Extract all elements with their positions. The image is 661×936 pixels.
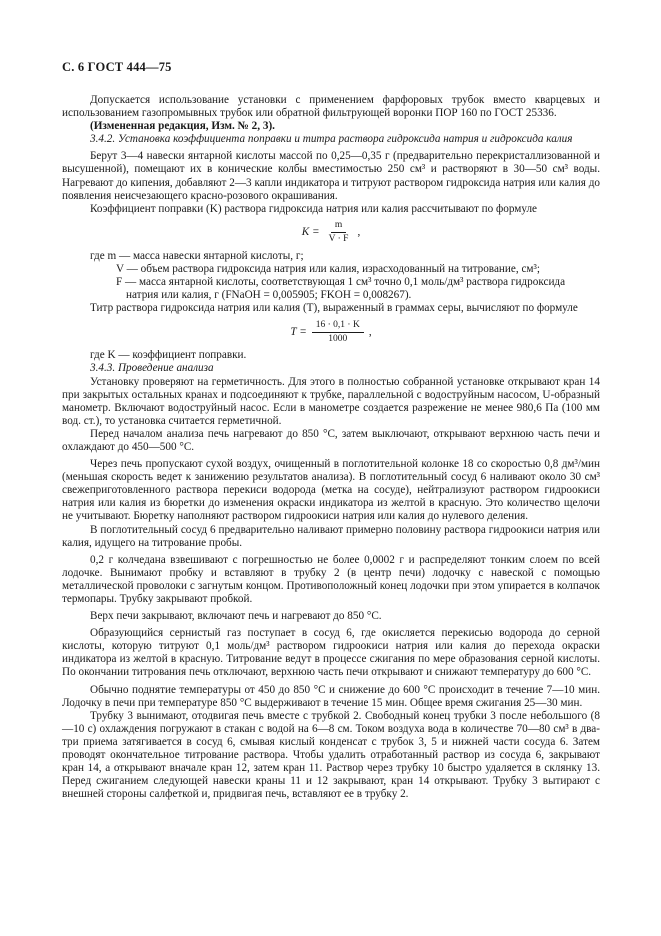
formula-lhs: T = [290, 325, 307, 338]
paragraph: Верх печи закрывают, включают печь и нагревают до 850 °С. [90, 610, 382, 623]
paragraph: Обычно поднятие температуры от 450 до 850 °С и снижение до 600 °С происходит в течение 7—10 мин. Лодочку в печи при температуре 850 °С выдерживают в течение 15 мин. Общее время сжигания 25—30 мин. [62, 683, 600, 709]
formula-denominator: 1000 [328, 333, 348, 344]
formula-comma: , [357, 226, 361, 239]
formula-fraction [312, 320, 364, 345]
formula-lhs: K = [301, 226, 320, 239]
paragraph: 0,2 г колчедана взвешивают с погрешностью не более 0,0002 г и распределяют тонким слоем по всей лодочке. Вынимают пробку и вставляют в трубку 2 (в центр печи) лодочку с навеской с помощью металлической проволоки с загнутым концом. Противоположный конец лодочки при этом упирается в колпачок термопары. Трубку закрывают пробкой. [62, 553, 600, 605]
paragraph: Перед началом анализа печь нагревают до 850 °С, затем выключают, открывают верхнюю часть печи и охлаждают до 450—500 °С. [62, 427, 600, 453]
paragraph: В поглотительный сосуд 6 предварительно наливают примерно половину раствора гидроокиси натрия или калия, идущего на титрование пробы. [62, 523, 600, 549]
page-header: С. 6 ГОСТ 444—75 [62, 60, 172, 74]
formula-denominator: V · F [328, 234, 349, 245]
formula-coefficient [62, 216, 600, 250]
paragraph: Через печь пропускают сухой воздух, очищенный в поглотительной колонке 18 со скоростью 0,8 дм³/мин (меньшая скорость ведет к занижению результатов анализа). В поглотительный сосуд 6 наливают около 30 см³ свежеприготовленного раствора перекиси водорода (метка на сосуде), нейтрализуют раствором гидроокиси натрия или калия из бюретки до изменения окраски индикатора из желтой в красную. Это количество щелочи не учитывают. Бюретку наполняют раствором гидроокиси натрия или калия до нулевого деления. [62, 458, 600, 523]
variable-definition: где m — масса навески янтарной кислоты, г; [90, 249, 304, 262]
formula-numerator: 16 · 0,1 · K [312, 320, 364, 333]
document-body [62, 94, 600, 801]
variable-definition: где K — коэффициент поправки. [90, 349, 247, 362]
paragraph: Допускается использование установки с применением фарфоровых трубок вместо кварцевых и использованием газопромывных трубок или обратной фильтрующей воронки ПОР 160 по ГОСТ 25336. [62, 94, 600, 120]
paragraph: Коэффициент поправки (K) раствора гидроксида натрия или калия рассчитывают по формуле [90, 202, 538, 215]
variable-definition: F — масса янтарной кислоты, соответствующая 1 см³ точно 0,1 моль/дм³ раствора гидроксида [116, 276, 566, 289]
formula-titer [62, 315, 600, 349]
paragraph: Трубку 3 вынимают, отодвигая печь вместе с трубкой 2. Свободный конец трубки 3 после небольшого (8—10 с) охлаждения погружают в стакан с водой на 6—8 см. Током воздуха вода в количестве 70—80 см³ в два-три приема затягивается в сосуд 6, смывая кислый конденсат с трубок 3, 5 и нижней части сосуда 6. Затем проводят окончательное титрование раствора. Чтобы удалить отработанный раствор из сосуда 6, закрывают кран 14, а открывают вначале кран 12, затем кран 11. Раствор через трубку 10 быстро удаляется в склянку 13. Перед сжиганием следующей навески краны 11 и 12 закрывают, кран 14 открывают. Трубку 3 вытирают с внешней стороны салфеткой и, придвигая печь, вставляют ее в трубку 2. [62, 709, 600, 801]
amendment-note: (Измененная редакция, Изм. № 2, 3). [90, 120, 275, 133]
section-heading-3-4-2: 3.4.2. Установка коэффициента поправки и титра раствора гидроксида натрия и гидроксида калия [90, 133, 573, 146]
formula-numerator: m [331, 220, 346, 233]
variable-definition: V — объем раствора гидроксида натрия или калия, израсходованный на титрование, см³; [116, 262, 540, 275]
paragraph: Образующийся сернистый газ поступает в сосуд 6, где окисляется перекисью водорода до серной кислоты, которую титруют 0,1 моль/дм³ раствором гидроокиси натрия или калия до перехода окраски индикатора из желтой в красную. Титрование ведут в процессе сжигания по мере образования серной кислоты. По окончании титрования печь отключают, верхнюю часть печи открывают и снижают температуру до 600 °С. [62, 627, 600, 679]
section-heading-3-4-3: 3.4.3. Проведение анализа [90, 362, 214, 375]
paragraph: Титр раствора гидроксида натрия или калия (T), выраженный в граммах серы, вычисляют по формуле [90, 302, 578, 315]
paragraph: Берут 3—4 навески янтарной кислоты массой по 0,25—0,35 г (предварительно перекристаллизованной и высушенной), помещают их в конические колбы вместимостью 250 см³ и растворяют в 30—50 см³ воды. Нагревают до кипения, добавляют 2—3 капли индикатора и титруют раствором гидроксида натрия или калия до появления неисчезающего красно-розового окрашивания. [62, 150, 600, 202]
paragraph: Установку проверяют на герметичность. Для этого в полностью собранной установке открывают кран 14 при закрытых остальных кранах и подсоединяют к трубке, параллельной с водоструйным насосом, U-образный манометр. Включают водоструйный насос. Если в манометре создается разрежение не менее 980,6 Па (100 мм вод. ст.), то установка считается герметичной. [62, 375, 600, 427]
variable-definition: натрия или калия, г (FNaOH = 0,005905; FKOH = 0,008267). [126, 289, 412, 302]
formula-comma: , [368, 325, 372, 338]
formula-fraction [325, 220, 353, 245]
